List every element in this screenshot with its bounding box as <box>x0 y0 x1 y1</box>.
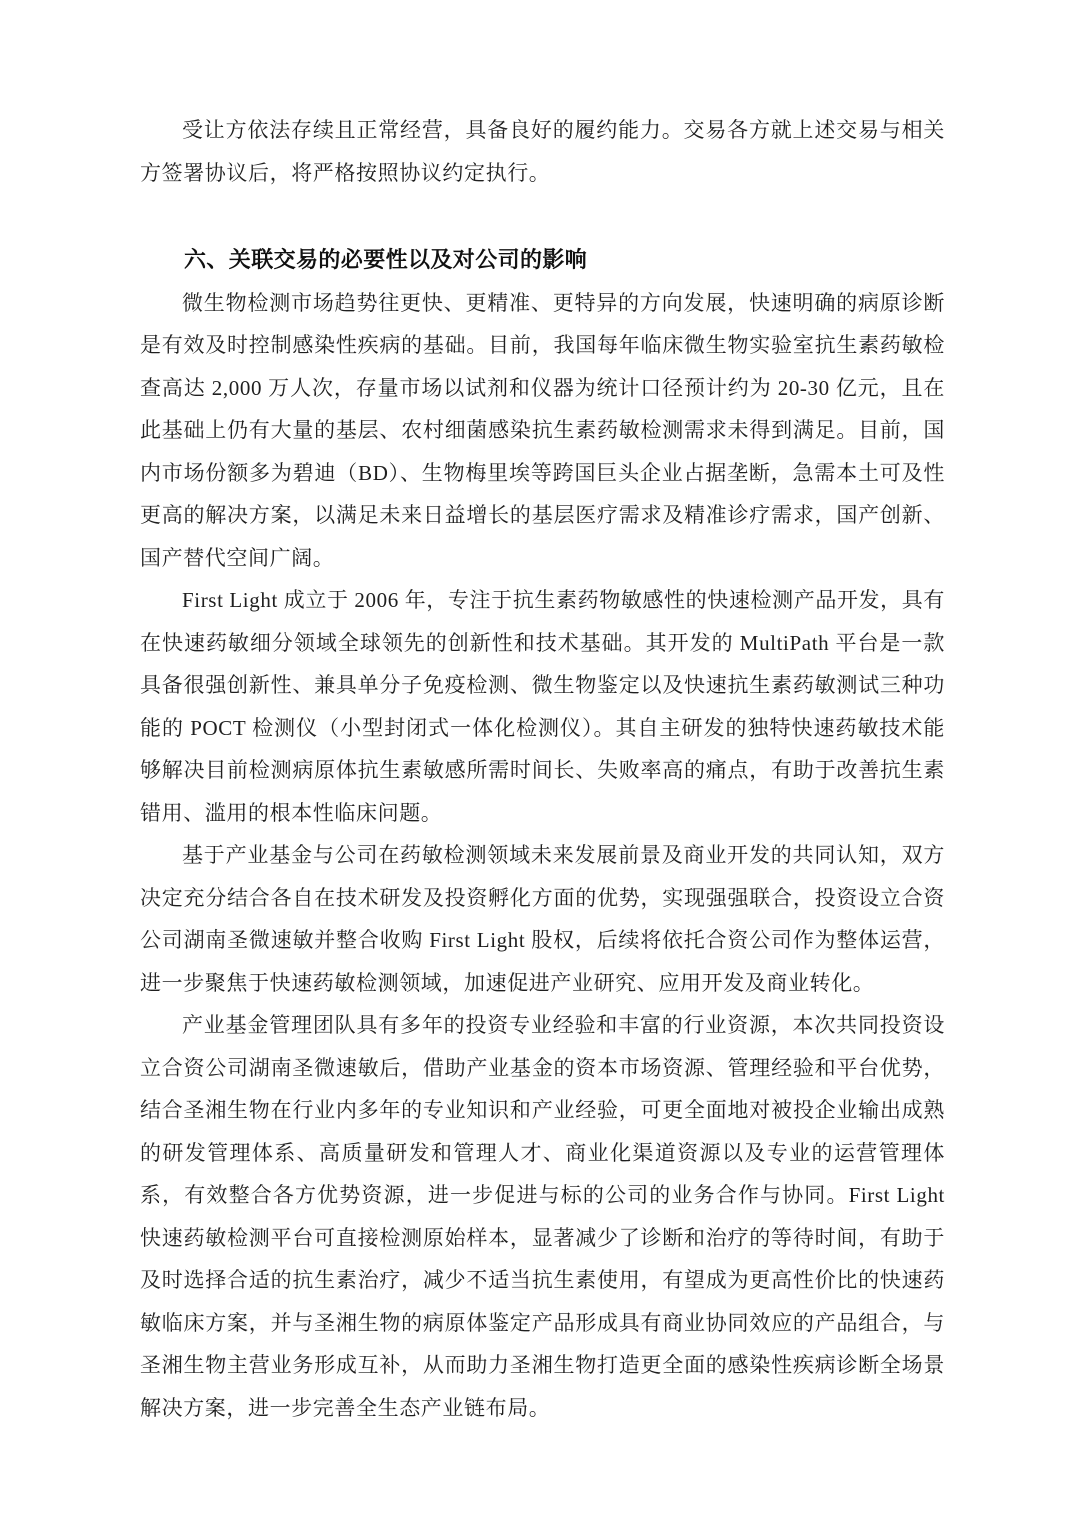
paragraph: First Light 成立于 2006 年，专注于抗生素药物敏感性的快速检测产品开发，具有在快速药敏细分领域全球领先的创新性和技术基础。其开发的 MultiPath 平台是一款具备很强创新性、兼具单分子免疫检测、微生物鉴定以及快速抗生素药敏测试三种功能的 POCT 检测仪（小型封闭式一体化检测仪）。其自主研发的独特快速药敏技术能够解决目前检测病原体抗生素敏感所需时间长、失败率高的痛点，有助于改善抗生素错用、滥用的根本性临床问题。 <box>140 588 945 825</box>
paragraph: 基于产业基金与公司在药敏检测领域未来发展前景及商业开发的共同认知，双方决定充分结合各自在技术研发及投资孵化方面的优势，实现强强联合，投资设立合资公司湖南圣微速敏并整合收购 First Light 股权，后续将依托合资公司作为整体运营，进一步聚焦于快速药敏检测领域，加速促进产业研究、应用开发及商业转化。 <box>140 843 945 995</box>
paragraph: 产业基金管理团队具有多年的投资专业经验和丰富的行业资源，本次共同投资设立合资公司湖南圣微速敏后，借助产业基金的资本市场资源、管理经验和平台优势，结合圣湘生物在行业内多年的专业知识和产业经验，可更全面地对被投企业输出成熟的研发管理体系、高质量研发和管理人才、商业化渠道资源以及专业的运营管理体系，有效整合各方优势资源，进一步促进与标的公司的业务合作与协同。First Light 快速药敏检测平台可直接检测原始样本，显著减少了诊断和治疗的等待时间，有助于及时选择合适的抗生素治疗，减少不适当抗生素使用，有望成为更高性价比的快速药敏临床方案，并与圣湘生物的病原体鉴定产品形成具有商业协同效应的产品组合，与圣湘生物主营业务形成互补，从而助力圣湘生物打造更全面的感染性疾病诊断全场景解决方案，进一步完善全生态产业链布局。 <box>140 1013 945 1420</box>
paragraph: 受让方依法存续且正常经营，具备良好的履约能力。交易各方就上述交易与相关方签署协议后，将严格按照协议约定执行。 <box>140 118 945 185</box>
paragraph: 微生物检测市场趋势往更快、更精准、更特异的方向发展，快速明确的病原诊断是有效及时控制感染性疾病的基础。目前，我国每年临床微生物实验室抗生素药敏检查高达 2,000 万人次，存量市场以试剂和仪器为统计口径预计约为 20-30 亿元，且在此基础上仍有大量的基层、农村细菌感染抗生素药敏检测需求未得到满足。目前，国内市场份额多为碧迪（BD）、生物梅里埃等跨国巨头企业占据垄断，急需本土可及性更高的解决方案，以满足未来日益增长的基层医疗需求及精准诊疗需求，国产创新、国产替代空间广阔。 <box>140 290 945 570</box>
document-body <box>140 109 945 1429</box>
section-heading: 六、关联交易的必要性以及对公司的影响 <box>184 247 588 272</box>
